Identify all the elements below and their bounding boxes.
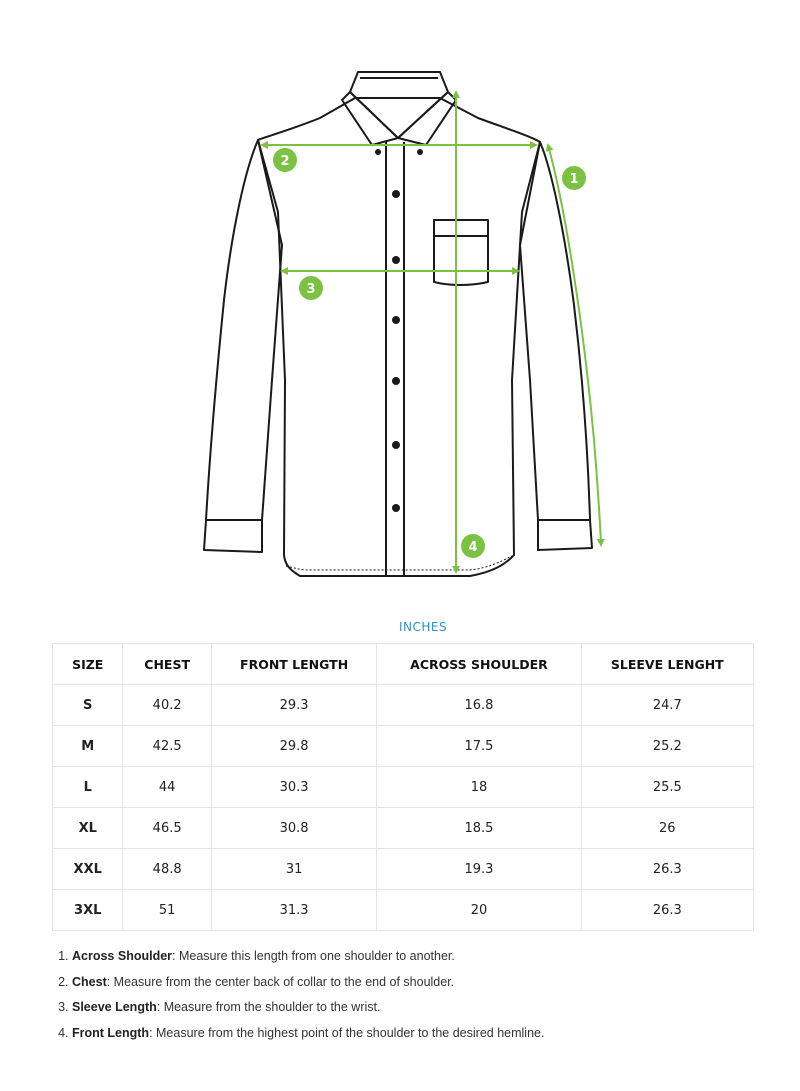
cell-size: 3XL xyxy=(53,890,123,931)
cell-front-length: 31 xyxy=(211,849,376,890)
marker-1 xyxy=(562,166,586,190)
table-row xyxy=(53,726,754,767)
cell-chest: 44 xyxy=(123,767,211,808)
note-item xyxy=(72,1021,792,1047)
sleeve-length-line xyxy=(548,145,601,545)
note-term: Front Length xyxy=(72,1026,150,1041)
cell-sleeve-length: 26.3 xyxy=(581,890,753,931)
shirt-buttons xyxy=(375,149,423,512)
note-item xyxy=(72,995,792,1021)
note-text: : Measure this length from one shoulder to another. xyxy=(172,949,455,963)
unit-label: INCHES xyxy=(398,620,448,634)
note-term: Across Shoulder xyxy=(72,949,173,963)
size-chart-table xyxy=(52,643,754,931)
marker-3 xyxy=(299,276,323,300)
marker-4 xyxy=(461,534,485,558)
marker-2-label: 2 xyxy=(280,154,290,169)
cell-sleeve-length: 25.2 xyxy=(581,726,753,767)
cell-size: S xyxy=(53,685,123,726)
cell-size: XXL xyxy=(53,849,123,890)
note-text: : Measure from the center back of collar to the end of shoulder. xyxy=(106,974,455,989)
cell-chest: 46.5 xyxy=(123,808,211,849)
measurement-lines xyxy=(262,92,601,572)
note-item xyxy=(72,944,792,970)
cell-across-shoulder: 18.5 xyxy=(377,808,581,849)
table-row xyxy=(53,849,754,890)
cell-sleeve-length: 26 xyxy=(581,808,753,849)
marker-1-label: 1 xyxy=(569,172,579,187)
table-header-row xyxy=(53,644,754,685)
cell-across-shoulder: 16.8 xyxy=(377,685,581,726)
cell-chest: 42.5 xyxy=(123,726,211,767)
cell-across-shoulder: 18 xyxy=(377,767,581,808)
measurement-markers xyxy=(273,148,586,558)
cell-size: XL xyxy=(53,808,123,849)
header-chest: CHEST xyxy=(123,644,211,685)
note-term: Chest xyxy=(72,974,107,989)
cell-across-shoulder: 19.3 xyxy=(377,849,581,890)
cell-front-length: 29.8 xyxy=(211,726,376,767)
cell-sleeve-length: 25.5 xyxy=(581,767,753,808)
marker-3-label: 3 xyxy=(306,282,316,297)
table-row xyxy=(53,685,754,726)
header-across-shoulder: ACROSS SHOULDER xyxy=(377,644,581,685)
cell-chest: 51 xyxy=(123,890,211,931)
cell-sleeve-length: 24.7 xyxy=(581,685,753,726)
cell-sleeve-length: 26.3 xyxy=(581,849,753,890)
note-text: : Measure from the shoulder to the wrist. xyxy=(156,1000,381,1015)
cell-front-length: 29.3 xyxy=(211,685,376,726)
note-item xyxy=(72,970,792,996)
measurement-notes xyxy=(52,944,792,1047)
marker-2 xyxy=(273,148,297,172)
cell-front-length: 31.3 xyxy=(211,890,376,931)
marker-4-label: 4 xyxy=(468,540,478,555)
shirt-outline xyxy=(204,72,592,576)
note-term: Sleeve Length xyxy=(72,1000,157,1015)
header-size: SIZE xyxy=(53,644,123,685)
cell-across-shoulder: 17.5 xyxy=(377,726,581,767)
table-row xyxy=(53,808,754,849)
cell-across-shoulder: 20 xyxy=(377,890,581,931)
note-text: : Measure from the highest point of the shoulder to the desired hemline. xyxy=(149,1026,545,1041)
cell-front-length: 30.8 xyxy=(211,808,376,849)
header-front-length: FRONT LENGTH xyxy=(211,644,376,685)
table-row xyxy=(53,890,754,931)
cell-front-length: 30.3 xyxy=(211,767,376,808)
table-row xyxy=(53,767,754,808)
cell-size: M xyxy=(53,726,123,767)
cell-chest: 40.2 xyxy=(123,685,211,726)
cell-chest: 48.8 xyxy=(123,849,211,890)
header-sleeve-length: SLEEVE LENGHT xyxy=(581,644,753,685)
cell-size: L xyxy=(53,767,123,808)
